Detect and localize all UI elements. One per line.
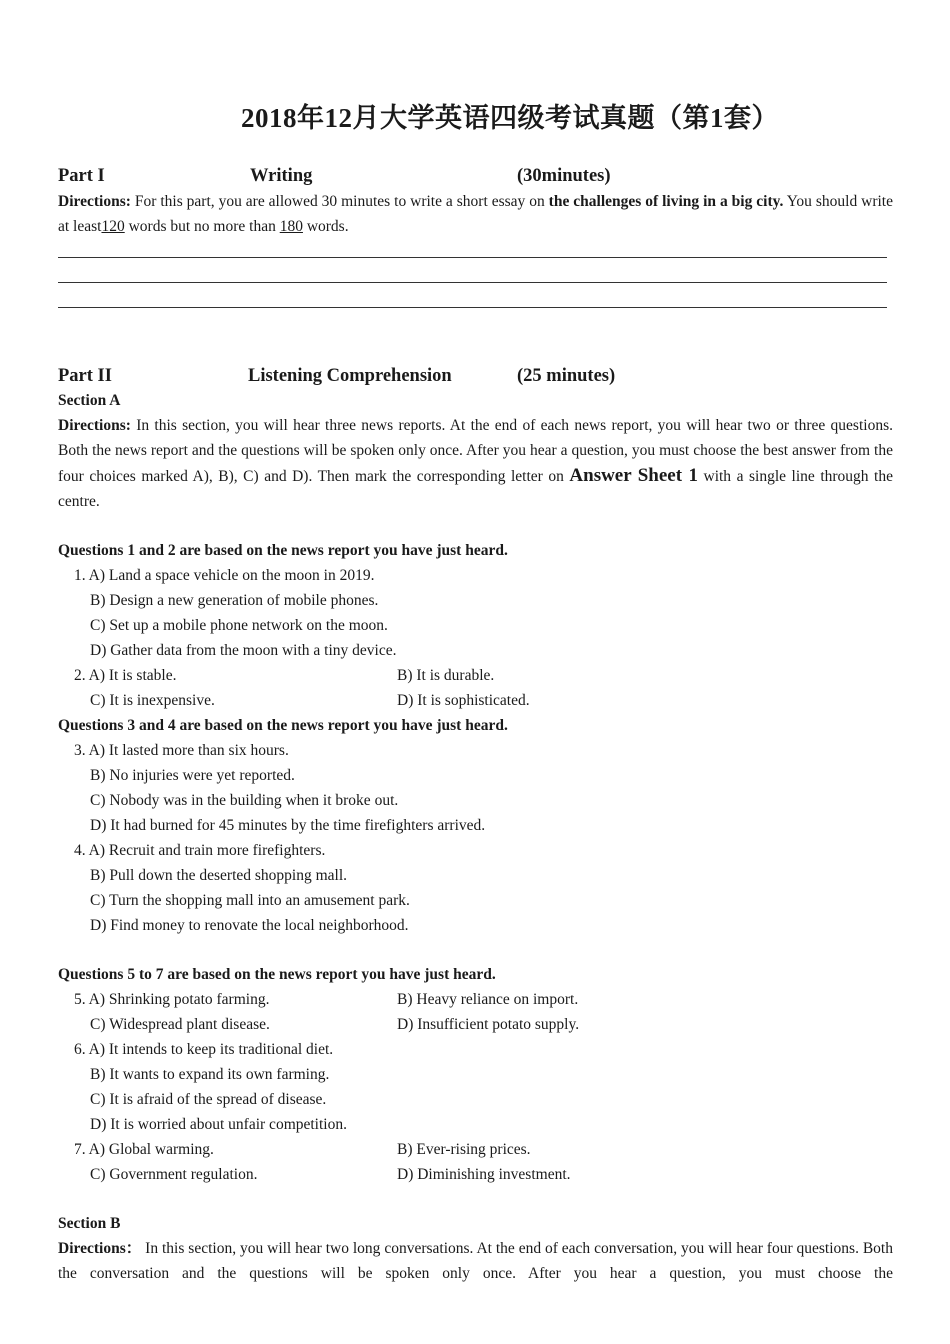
question-4-option-b: B) Pull down the deserted shopping mall. (90, 867, 348, 884)
writing-line (58, 307, 887, 308)
question-7-option-a: 7. A) Global warming. (74, 1141, 214, 1158)
question-5-option-a: 5. A) Shrinking potato farming. (74, 991, 270, 1008)
directions-text: You should write at least (58, 193, 893, 235)
question-6-option-b: B) It wants to expand its own farming. (90, 1066, 330, 1083)
question-4-option-a: 4. A) Recruit and train more firefighters. (74, 842, 326, 859)
question-1-option-c: C) Set up a mobile phone network on the moon. (90, 617, 388, 634)
question-5-option-d: D) Insufficient potato supply. (397, 1016, 580, 1033)
question-group-heading: Questions 3 and 4 are based on the news report you have just heard. (58, 717, 508, 734)
question-1-option-b: B) Design a new generation of mobile phones. (90, 592, 379, 609)
part2-label: Part II (58, 366, 112, 386)
question-2-option-a: 2. A) It is stable. (74, 667, 177, 684)
question-group-heading: Questions 1 and 2 are based on the news report you have just heard. (58, 542, 508, 559)
min-words: 120 (101, 218, 125, 235)
question-5-option-b: B) Heavy reliance on import. (397, 991, 579, 1008)
essay-topic: the challenges of living in a big city. (548, 193, 784, 210)
question-4-option-c: C) Turn the shopping mall into an amusement park. (90, 892, 410, 909)
directions-label: Directions: (58, 193, 131, 210)
question-2-option-c: C) It is inexpensive. (90, 692, 215, 709)
section-b-heading: Section B (58, 1215, 121, 1232)
question-3-option-a: 3. A) It lasted more than six hours. (74, 742, 289, 759)
section-a-heading: Section A (58, 392, 121, 409)
part2-name: Listening Comprehension (248, 366, 452, 386)
max-words: 180 (279, 218, 303, 235)
part1-directions (58, 189, 893, 239)
question-1-option-d: D) Gather data from the moon with a tiny device. (90, 642, 397, 659)
question-7-option-d: D) Diminishing investment. (397, 1166, 571, 1183)
directions-text: with a single line through the centre. (58, 468, 893, 510)
writing-line (58, 257, 887, 258)
question-3-option-d: D) It had burned for 45 minutes by the time firefighters arrived. (90, 817, 486, 834)
part1-time: (30minutes) (517, 166, 611, 186)
question-3-option-c: C) Nobody was in the building when it broke out. (90, 792, 399, 809)
question-4-option-d: D) Find money to renovate the local neighborhood. (90, 917, 409, 934)
question-2-option-b: B) It is durable. (397, 667, 495, 684)
directions-text: words but no more than (124, 218, 280, 235)
question-2-option-d: D) It is sophisticated. (397, 692, 530, 709)
directions-text: In this section, you will hear three news reports. At the end of each news report, you will hear two or three questions. Both the news report and the questions will be spoken only once. After you hear a question, you must choose the best answer from the four choices marked A), B), C) and D). Then mark the corresponding letter on (58, 417, 893, 485)
question-6-option-d: D) It is worried about unfair competition. (90, 1116, 347, 1133)
question-group-heading: Questions 5 to 7 are based on the news report you have just heard. (58, 966, 496, 983)
question-6-option-a: 6. A) It intends to keep its traditional diet. (74, 1041, 334, 1058)
part2-directions (58, 413, 893, 514)
part1-label: Part I (58, 166, 105, 186)
page-title: 2018年12月大学英语四级考试真题（第1套） (241, 103, 779, 133)
directions-text: For this part, you are allowed 30 minutes to write a short essay on (130, 193, 549, 210)
part1-name: Writing (250, 166, 313, 186)
part2-time: (25 minutes) (517, 366, 616, 386)
question-1-option-a: 1. A) Land a space vehicle on the moon in 2019. (74, 567, 375, 584)
directions-text: In this section, you will hear two long conversations. At the end of each conversation, you will hear four questions. Both the conversation and the questions will be spoken only once. After you hear a question, you must choose the (58, 1240, 893, 1282)
writing-line (58, 282, 887, 283)
question-7-option-c: C) Government regulation. (90, 1166, 258, 1183)
directions-text: words. (302, 218, 349, 235)
question-7-option-b: B) Ever-rising prices. (397, 1141, 531, 1158)
section-b-directions (58, 1236, 893, 1286)
answer-sheet-label: Answer Sheet 1 (569, 465, 698, 486)
directions-label: Directions： (58, 1240, 142, 1257)
question-5-option-c: C) Widespread plant disease. (90, 1016, 270, 1033)
question-3-option-b: B) No injuries were yet reported. (90, 767, 295, 784)
question-6-option-c: C) It is afraid of the spread of disease. (90, 1091, 327, 1108)
directions-label: Directions: (58, 417, 131, 434)
